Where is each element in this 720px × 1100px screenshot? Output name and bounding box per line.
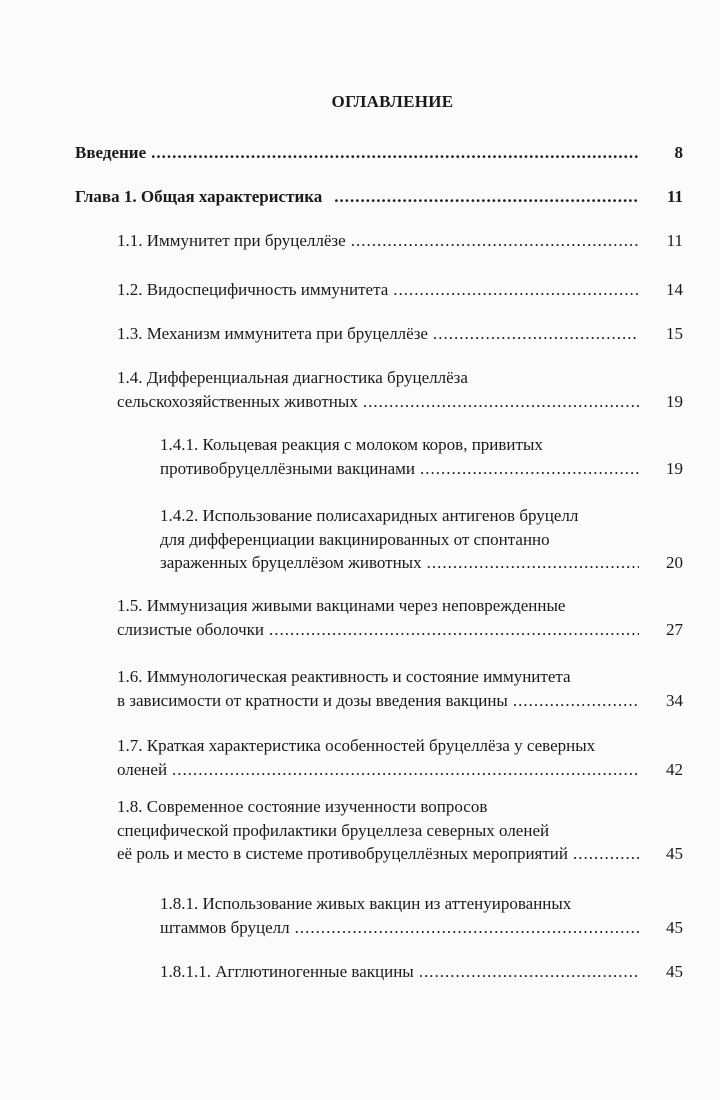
toc-entry-1-2[interactable] <box>117 278 683 302</box>
entry-text: противобруцеллёзными вакцинами <box>160 458 416 478</box>
page-number: 8 <box>674 143 683 162</box>
toc-entry-chapter-1[interactable] <box>75 185 683 209</box>
page-number: 14 <box>666 280 683 299</box>
dot-leader <box>363 390 639 414</box>
entry-text: её роль и место в системе противобруцеллёзных мероприятий <box>117 844 568 863</box>
entry-text: 1.8. Современное состояние изученности вопросов <box>117 797 488 816</box>
page-number: 27 <box>666 619 683 639</box>
toc-entry-introduction[interactable] <box>75 141 683 165</box>
entry-text: слизистые оболочки <box>117 619 265 639</box>
page-number: 19 <box>666 391 683 411</box>
entry-text: в зависимости от кратности и дозы введения вакцины <box>117 690 508 710</box>
entry-text: штаммов бруцелл <box>160 917 290 937</box>
toc-entry-1-7[interactable] <box>117 734 683 781</box>
entry-text: специфической профилактики бруцеллеза северных оленей <box>117 820 550 840</box>
dot-leader <box>269 618 639 642</box>
toc-entry-1-4[interactable] <box>117 366 683 413</box>
dot-leader <box>295 916 639 940</box>
toc-entry-1-4-1[interactable] <box>160 433 683 480</box>
dot-leader <box>419 960 639 984</box>
page-number: 20 <box>666 553 683 572</box>
toc-entry-1-3[interactable] <box>117 322 683 346</box>
page-number: 45 <box>666 962 683 981</box>
entry-text: оленей <box>117 759 168 779</box>
page-number: 19 <box>666 458 683 478</box>
toc-entry-1-5[interactable] <box>117 594 683 641</box>
entry-text: 1.4.2. Использование полисахаридных антигенов бруцелл <box>160 506 579 525</box>
entry-text: для дифференциации вакцинированных от спонтанно <box>160 529 550 549</box>
entry-text: 1.6. Иммунологическая реактивность и состояние иммунитета <box>117 667 571 686</box>
toc-entry-1-1[interactable] <box>117 229 683 253</box>
toc-entry-1-8[interactable] <box>117 795 683 866</box>
page-number: 42 <box>666 759 683 779</box>
dot-leader <box>393 278 639 302</box>
dot-leader <box>573 842 639 866</box>
entry-text: 1.4. Дифференциальная диагностика бруцеллёза <box>117 368 468 387</box>
entry-text: 1.1. Иммунитет при бруцеллёзе <box>117 231 346 250</box>
entry-text: 1.4.1. Кольцевая реакция с молоком коров, привитых <box>160 435 543 454</box>
entry-text: сельскохозяйственных животных <box>117 391 358 411</box>
dot-leader <box>172 758 639 782</box>
page-number: 45 <box>666 917 683 937</box>
entry-text: Глава 1. Общая характеристика <box>75 187 323 206</box>
entry-text: 1.5. Иммунизация живыми вакцинами через неповрежденные <box>117 596 566 615</box>
toc-entry-1-4-2[interactable] <box>160 504 683 575</box>
dot-leader <box>334 185 639 209</box>
entry-text: Введение <box>75 143 147 162</box>
dot-leader <box>427 551 639 575</box>
page-number: 11 <box>666 187 683 206</box>
entry-text: зараженных бруцеллёзом животных <box>160 553 422 572</box>
dot-leader <box>433 322 639 346</box>
entry-text: 1.3. Механизм иммунитета при бруцеллёзе <box>117 324 428 343</box>
page-number: 45 <box>666 844 683 863</box>
toc-entry-1-8-1-1[interactable] <box>160 960 683 984</box>
page-number: 15 <box>666 324 683 343</box>
dot-leader <box>151 141 639 165</box>
entry-text: 1.2. Видоспецифичность иммунитета <box>117 280 389 299</box>
toc-title: ОГЛАВЛЕНИЕ <box>331 92 454 111</box>
dot-leader <box>351 229 639 253</box>
toc-entry-1-6[interactable] <box>117 665 683 712</box>
entry-text: 1.8.1. Использование живых вакцин из аттенуированных <box>160 894 572 913</box>
entry-text: 1.8.1.1. Агглютиногенные вакцины <box>160 962 414 981</box>
toc-entry-1-8-1[interactable] <box>160 892 683 939</box>
dot-leader <box>513 689 639 713</box>
entry-text: 1.7. Краткая характеристика особенностей бруцеллёза у северных <box>117 736 596 755</box>
page-number: 11 <box>666 231 683 250</box>
page-number: 34 <box>666 690 683 710</box>
dot-leader <box>420 457 639 481</box>
